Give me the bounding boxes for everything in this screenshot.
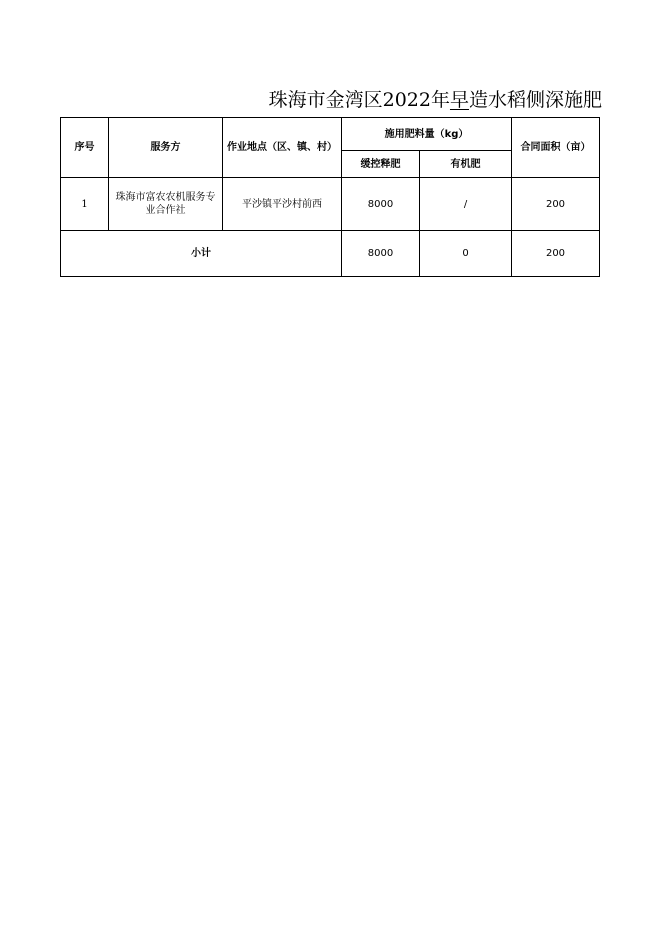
title-suffix: 造水稻侧深施肥 bbox=[468, 89, 602, 111]
header-location: 作业地点（区、镇、村） bbox=[223, 118, 342, 178]
row-contract-area: 200 bbox=[512, 178, 600, 231]
subtotal-slow-release: 8000 bbox=[342, 231, 420, 277]
document-title bbox=[200, 86, 602, 114]
header-row-1 bbox=[61, 118, 600, 151]
header-provider: 服务方 bbox=[109, 118, 223, 178]
subtotal-organic: 0 bbox=[420, 231, 512, 277]
row-location: 平沙镇平沙村前西 bbox=[223, 178, 342, 231]
row-seq: 1 bbox=[61, 178, 109, 231]
header-slow-release: 缓控释肥 bbox=[342, 151, 420, 178]
row-slow-release: 8000 bbox=[342, 178, 420, 231]
subtotal-label: 小计 bbox=[61, 231, 342, 277]
subtotal-row bbox=[61, 231, 600, 277]
title-prefix: 珠海市金湾区2022年 bbox=[268, 89, 450, 111]
row-provider: 珠海市富农农机服务专业合作社 bbox=[109, 178, 223, 231]
fertilizer-table bbox=[60, 117, 600, 277]
title-season: 早 bbox=[449, 89, 469, 111]
header-organic: 有机肥 bbox=[420, 151, 512, 178]
subtotal-contract-area: 200 bbox=[512, 231, 600, 277]
row-organic: / bbox=[420, 178, 512, 231]
header-seq: 序号 bbox=[61, 118, 109, 178]
table-row bbox=[61, 178, 600, 231]
header-contract-area: 合同面积（亩） bbox=[512, 118, 600, 178]
header-fertilizer-group: 施用肥料量（kg） bbox=[342, 118, 512, 151]
